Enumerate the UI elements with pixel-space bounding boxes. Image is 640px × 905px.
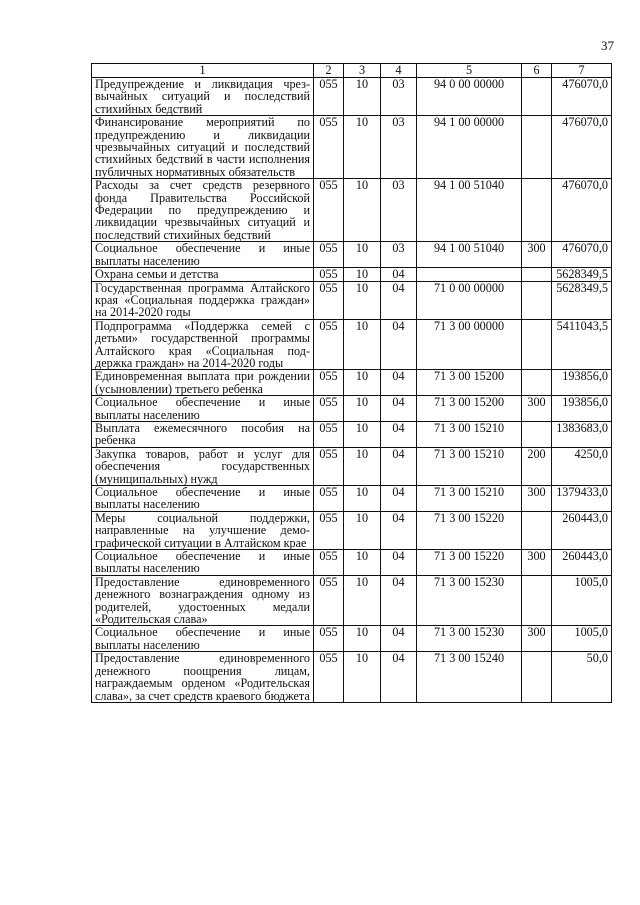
- column-header: 5: [417, 64, 522, 78]
- row-name-cell: Предоставление единовременного денежного вознаграждения одному из родителей, удостоенных медали «Родительская слава»: [92, 575, 314, 626]
- row-csr-cell: 71 3 00 00000: [417, 319, 522, 370]
- row-pr-cell: 04: [381, 511, 417, 549]
- row-csr-cell: [417, 268, 522, 281]
- row-name-cell: Социальное обеспечение и иные выплаты населению: [92, 242, 314, 268]
- row-pr-cell: 04: [381, 268, 417, 281]
- row-rz-cell: 10: [344, 511, 381, 549]
- row-sum-cell: 260443,0: [552, 550, 612, 576]
- row-ved-cell: 055: [314, 78, 344, 116]
- row-vr-cell: 300: [522, 486, 552, 512]
- row-sum-cell: 5628349,5: [552, 268, 612, 281]
- row-pr-cell: 04: [381, 281, 417, 319]
- row-rz-cell: 10: [344, 447, 381, 485]
- row-vr-cell: [522, 652, 552, 703]
- row-rz-cell: 10: [344, 319, 381, 370]
- column-header: 3: [344, 64, 381, 78]
- row-vr-cell: [522, 319, 552, 370]
- table-row: [92, 626, 612, 652]
- row-vr-cell: [522, 421, 552, 447]
- budget-table: [91, 63, 612, 703]
- row-sum-cell: 476070,0: [552, 116, 612, 179]
- row-rz-cell: 10: [344, 550, 381, 576]
- row-ved-cell: 055: [314, 281, 344, 319]
- row-csr-cell: 71 3 00 15220: [417, 550, 522, 576]
- row-csr-cell: 94 1 00 00000: [417, 116, 522, 179]
- row-pr-cell: 04: [381, 319, 417, 370]
- row-rz-cell: 10: [344, 626, 381, 652]
- row-sum-cell: 260443,0: [552, 511, 612, 549]
- row-ved-cell: 055: [314, 370, 344, 396]
- row-csr-cell: 71 3 00 15200: [417, 370, 522, 396]
- header-row: [92, 64, 612, 78]
- row-csr-cell: 94 1 00 51040: [417, 242, 522, 268]
- row-vr-cell: 300: [522, 626, 552, 652]
- row-csr-cell: 71 3 00 15210: [417, 447, 522, 485]
- row-rz-cell: 10: [344, 421, 381, 447]
- table-row: [92, 370, 612, 396]
- column-header: 7: [552, 64, 612, 78]
- row-pr-cell: 04: [381, 575, 417, 626]
- row-sum-cell: 476070,0: [552, 78, 612, 116]
- row-ved-cell: 055: [314, 116, 344, 179]
- table-row: [92, 78, 612, 116]
- row-ved-cell: 055: [314, 550, 344, 576]
- table-row: [92, 652, 612, 703]
- row-rz-cell: 10: [344, 370, 381, 396]
- table-row: [92, 116, 612, 179]
- column-header: 2: [314, 64, 344, 78]
- row-rz-cell: 10: [344, 78, 381, 116]
- row-name-cell: Социальное обеспечение и иные выплаты населению: [92, 396, 314, 422]
- row-sum-cell: 193856,0: [552, 370, 612, 396]
- row-name-cell: Единовременная выплата при рождении (усыновлении) третьего ребенка: [92, 370, 314, 396]
- page-number: 37: [601, 38, 614, 53]
- row-sum-cell: 50,0: [552, 652, 612, 703]
- row-sum-cell: 5411043,5: [552, 319, 612, 370]
- table-row: [92, 575, 612, 626]
- row-csr-cell: 71 3 00 15230: [417, 575, 522, 626]
- row-csr-cell: 71 0 00 00000: [417, 281, 522, 319]
- table-row: [92, 550, 612, 576]
- row-vr-cell: [522, 268, 552, 281]
- row-vr-cell: [522, 370, 552, 396]
- row-vr-cell: [522, 116, 552, 179]
- row-name-cell: Выплата ежемесячного пособия на ребенка: [92, 421, 314, 447]
- column-header: 4: [381, 64, 417, 78]
- row-csr-cell: 71 3 00 15200: [417, 396, 522, 422]
- row-sum-cell: 476070,0: [552, 242, 612, 268]
- table-row: [92, 179, 612, 242]
- row-pr-cell: 03: [381, 179, 417, 242]
- row-vr-cell: [522, 281, 552, 319]
- row-ved-cell: 055: [314, 511, 344, 549]
- row-name-cell: Социальное обеспечение и иные выплаты населению: [92, 550, 314, 576]
- row-name-cell: Социальное обеспечение и иные выплаты населению: [92, 626, 314, 652]
- row-pr-cell: 03: [381, 78, 417, 116]
- row-pr-cell: 03: [381, 116, 417, 179]
- row-csr-cell: 71 3 00 15230: [417, 626, 522, 652]
- column-header: 1: [92, 64, 314, 78]
- row-name-cell: Подпрограмма «Поддержка семей с детьми» государственной программы Алтайского края «Социальная поддержка граждан» на 2014-2020 годы: [92, 319, 314, 370]
- row-ved-cell: 055: [314, 486, 344, 512]
- row-vr-cell: 300: [522, 550, 552, 576]
- row-pr-cell: 04: [381, 626, 417, 652]
- table-row: [92, 268, 612, 281]
- row-ved-cell: 055: [314, 319, 344, 370]
- row-sum-cell: 1005,0: [552, 626, 612, 652]
- table-row: [92, 511, 612, 549]
- row-csr-cell: 71 3 00 15210: [417, 421, 522, 447]
- table-row: [92, 319, 612, 370]
- table-row: [92, 447, 612, 485]
- row-ved-cell: 055: [314, 652, 344, 703]
- table-row: [92, 486, 612, 512]
- row-name-cell: Предоставление единовременного денежного поощрения лицам, награждаемым орденом «Родительская слава», за счет средств краевого бюджета: [92, 652, 314, 703]
- row-rz-cell: 10: [344, 268, 381, 281]
- row-sum-cell: 1005,0: [552, 575, 612, 626]
- row-csr-cell: 94 1 00 51040: [417, 179, 522, 242]
- row-rz-cell: 10: [344, 396, 381, 422]
- row-vr-cell: 300: [522, 396, 552, 422]
- row-name-cell: Закупка товаров, работ и услуг для обеспечения государственных (муниципальных) нужд: [92, 447, 314, 485]
- table-row: [92, 281, 612, 319]
- row-sum-cell: 476070,0: [552, 179, 612, 242]
- row-pr-cell: 04: [381, 486, 417, 512]
- row-sum-cell: 193856,0: [552, 396, 612, 422]
- column-header: 6: [522, 64, 552, 78]
- row-pr-cell: 04: [381, 370, 417, 396]
- table-row: [92, 242, 612, 268]
- row-pr-cell: 04: [381, 396, 417, 422]
- table-row: [92, 396, 612, 422]
- row-pr-cell: 03: [381, 242, 417, 268]
- row-rz-cell: 10: [344, 281, 381, 319]
- row-ved-cell: 055: [314, 421, 344, 447]
- row-ved-cell: 055: [314, 447, 344, 485]
- row-sum-cell: 5628349,5: [552, 281, 612, 319]
- row-ved-cell: 055: [314, 179, 344, 242]
- row-name-cell: Охрана семьи и детства: [92, 268, 314, 281]
- row-rz-cell: 10: [344, 179, 381, 242]
- row-csr-cell: 71 3 00 15220: [417, 511, 522, 549]
- row-sum-cell: 1379433,0: [552, 486, 612, 512]
- row-name-cell: Социальное обеспечение и иные выплаты населению: [92, 486, 314, 512]
- row-rz-cell: 10: [344, 486, 381, 512]
- row-rz-cell: 10: [344, 242, 381, 268]
- row-rz-cell: 10: [344, 652, 381, 703]
- row-vr-cell: [522, 575, 552, 626]
- row-name-cell: Финансирование мероприятий по предупреждению и ликвидации чрезвычайных ситуаций и последствий стихийных бедствий в части исполнения публичных нормативных обязательств: [92, 116, 314, 179]
- row-name-cell: Государственная программа Алтайского края «Социальная поддержка граждан» на 2014-2020 годы: [92, 281, 314, 319]
- row-name-cell: Предупреждение и ликвидация чрезвычайных ситуаций и последствий стихийных бедствий: [92, 78, 314, 116]
- row-pr-cell: 04: [381, 447, 417, 485]
- row-name-cell: Расходы за счет средств резервного фонда Правительства Российской Федерации по предупреждению и ликвидации чрезвычайных ситуаций и последствий стихийных бедствий: [92, 179, 314, 242]
- table-row: [92, 421, 612, 447]
- row-pr-cell: 04: [381, 652, 417, 703]
- row-vr-cell: 200: [522, 447, 552, 485]
- row-sum-cell: 4250,0: [552, 447, 612, 485]
- row-pr-cell: 04: [381, 550, 417, 576]
- row-pr-cell: 04: [381, 421, 417, 447]
- row-csr-cell: 94 0 00 00000: [417, 78, 522, 116]
- row-ved-cell: 055: [314, 626, 344, 652]
- row-vr-cell: [522, 78, 552, 116]
- row-vr-cell: [522, 179, 552, 242]
- row-csr-cell: 71 3 00 15240: [417, 652, 522, 703]
- row-sum-cell: 1383683,0: [552, 421, 612, 447]
- row-ved-cell: 055: [314, 268, 344, 281]
- row-ved-cell: 055: [314, 575, 344, 626]
- row-rz-cell: 10: [344, 116, 381, 179]
- row-vr-cell: [522, 511, 552, 549]
- row-csr-cell: 71 3 00 15210: [417, 486, 522, 512]
- row-ved-cell: 055: [314, 396, 344, 422]
- row-ved-cell: 055: [314, 242, 344, 268]
- row-vr-cell: 300: [522, 242, 552, 268]
- row-name-cell: Меры социальной поддержки, направленные на улучшение демографической ситуации в Алтайском крае: [92, 511, 314, 549]
- row-rz-cell: 10: [344, 575, 381, 626]
